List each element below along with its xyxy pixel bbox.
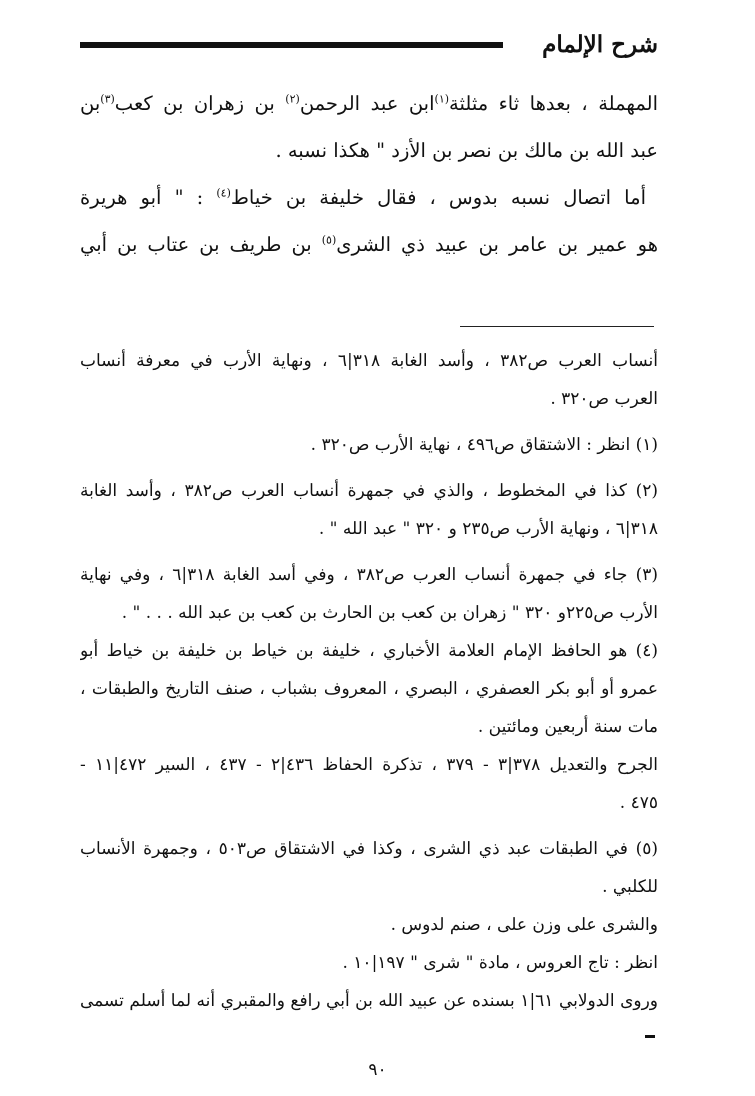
- footnote-line: للكلبي .: [602, 877, 658, 897]
- main-line-3: [80, 174, 658, 221]
- main-line-4-part-1: هو عمير بن عامر بن عبيد ذي الشرى: [336, 233, 658, 256]
- footnotes: [80, 342, 658, 1020]
- footnote-line: والشرى على وزن على ، صنم لدوس .: [390, 915, 658, 935]
- footnote-gap: [80, 418, 658, 426]
- main-line-1-part-2: ابن عبد الرحمن: [299, 92, 435, 115]
- footnote-line: (٢) كذا في المخطوط ، والذي في جمهرة أنساب العرب ص٣٨٢ ، وأسد الغابة: [80, 481, 658, 501]
- main-line-1-part-1: المهملة ، بعدها ثاء مثلثة: [449, 92, 658, 115]
- running-title: شرح الإلمام: [542, 31, 658, 58]
- footnote-line: (٥) في الطبقات عبد ذي الشرى ، وكذا في الاشتقاق ص٥٠٣ ، وجمهرة الأنساب: [80, 839, 658, 859]
- main-text: [80, 80, 658, 268]
- main-line-1-part-3: بن زهران بن كعب: [114, 92, 286, 115]
- footnote-5: [80, 830, 658, 1020]
- footnote-line: (٤) هو الحافظ الإمام العلامة الأخباري ، خليفة بن خياط بن خليفة بن خياط أبو: [80, 641, 658, 661]
- footnote-line: مات سنة أربعين ومائتين .: [477, 717, 658, 737]
- footnote-ref-4[interactable]: (٤): [216, 186, 231, 200]
- main-line-2: عبد الله بن مالك بن نصر بن الأزد " هكذا نسبه .: [275, 139, 658, 162]
- footnote-ref-2[interactable]: (٢): [285, 92, 300, 106]
- footnote-line: ٤٧٥ .: [619, 793, 658, 813]
- footnote-line: أنساب العرب ص٣٨٢ ، وأسد الغابة ٣١٨|٦ ، ونهاية الأرب في معرفة أنساب: [80, 351, 658, 371]
- footnote-ref-3[interactable]: (٣): [100, 92, 115, 106]
- main-line-4-part-2: بن طريف بن عتاب بن أبي: [80, 233, 322, 256]
- footnote-continuation: [80, 342, 658, 418]
- page-number: ٩٠: [368, 1060, 387, 1080]
- main-line-1-part-4: بن: [80, 92, 101, 115]
- header-rule: [80, 42, 503, 48]
- footnote-line: الأرب ص٢٢٥و ٣٢٠ " زهران بن كعب بن الحارث بن كعب بن عبد الله . . . " .: [121, 603, 658, 623]
- page-header: [80, 28, 658, 68]
- main-line-4: [80, 221, 658, 268]
- footnote-line: انظر : تاج العروس ، مادة " شرى " ١٩٧|١٠ .: [342, 953, 658, 973]
- main-line-3-part-1: أما اتصال نسبه بدوس ، فقال خليفة بن خياط: [230, 186, 646, 209]
- continuation-dash: [645, 1035, 655, 1038]
- footnote-3: [80, 556, 658, 632]
- footnote-ref-1[interactable]: (١): [434, 92, 450, 106]
- footnote-ref-5[interactable]: (٥): [321, 233, 337, 247]
- footnote-line: وروى الدولابي ٦١|١ بسنده عن عبيد الله بن أبي رافع والمقبري أنه لما أسلم تسمى: [80, 991, 658, 1011]
- footnote-line: الجرح والتعديل ٣٧٨|٣ - ٣٧٩ ، تذكرة الحفاظ ٤٣٦|٢ - ٤٣٧ ، السير ٤٧٢|١١ -: [80, 755, 658, 775]
- main-line-1: [80, 80, 658, 127]
- main-line-3-part-2: : " أبو هريرة: [80, 186, 217, 209]
- footnote-gap: [80, 822, 658, 830]
- footnote-gap: [80, 464, 658, 472]
- footnote-line: ٣١٨|٦ ، ونهاية الأرب ص٢٣٥ و ٣٢٠ " عبد الله " .: [318, 519, 658, 539]
- footnote-gap: [80, 548, 658, 556]
- footnote-1: [80, 426, 658, 464]
- footnote-4: [80, 632, 658, 822]
- footnote-2: [80, 472, 658, 548]
- footnote-line: (٣) جاء في جمهرة أنساب العرب ص٣٨٢ ، وفي أسد الغابة ٣١٨|٦ ، وفي نهاية: [80, 565, 658, 585]
- footnote-separator: [460, 326, 654, 327]
- footnote-line: عمرو أو أبو بكر العصفري ، البصري ، المعروف بشباب ، صنف التاريخ والطبقات ،: [80, 679, 658, 699]
- footnote-line: (١) انظر : الاشتقاق ص٤٩٦ ، نهاية الأرب ص٣٢٠ .: [310, 435, 658, 455]
- footnote-line: العرب ص٣٢٠ .: [550, 389, 658, 409]
